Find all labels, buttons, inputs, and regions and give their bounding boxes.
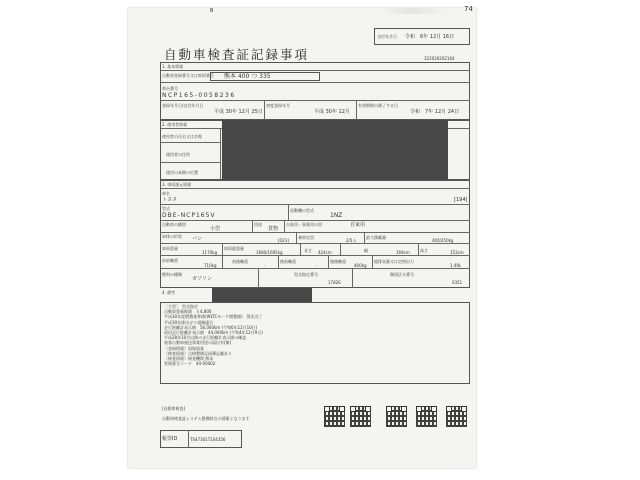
document-number: 322030202164 [424,56,455,61]
use-label: 用途 [254,222,262,227]
mid-front-axle-value: - [264,263,266,268]
length-value: 424cm [318,250,332,255]
qr-code [416,406,437,427]
height-label: 高さ [420,248,428,253]
body-shape-label: 車体の形状 [162,234,182,239]
note-line: （登録情報）国保協業 [164,345,204,351]
note-line: 平成28年10月以降の走行距離計表示値の確認 [164,335,247,341]
max-load-value: 400/250kg [432,238,454,243]
section-basic: 1. 基本情報 [162,64,184,69]
inspection-certificate-sheet [128,5,476,468]
redacted-user-block [222,120,448,180]
expiry-value: 令和 7年 12月 24日 [410,109,460,115]
user-name-label: 使用者の氏名又は名称 [162,134,202,139]
note-line: 平成30年度燃費基準値(WLTCモード燃費値) 算出完了 [164,314,263,320]
form-id-label: 帳票ID [162,436,178,442]
qr-code [386,406,407,427]
gross-weight-value: 1680/1695kg [256,250,283,255]
model-value: DBE-NCP165V [162,212,216,219]
expiry-label: 有効期間の満了する日 [358,103,398,108]
displacement-label: 総排気量又は定格出力 [374,259,414,264]
document-title: 自動車検査証記録事項 [164,47,310,62]
body-shape-code: [023] [278,238,289,243]
footer-section: [自動車検査] [162,406,186,411]
max-load-label: 最大積載量 [366,235,386,240]
note-line: （検査情報）点検整備記録簿記載あり [164,350,232,356]
front-axle-value: 710kg [204,263,217,268]
note-line: 平成30年排出ガス規制適合 [164,319,214,325]
capacity-value: 2/5人 [346,238,357,243]
fuel-value: ガソリン [192,276,213,282]
note-line: 前回走行距離計表示値 44,000km (令和4年12月9日) [164,330,263,336]
fuel-label: 燃料の種類 [162,272,182,277]
weight-label: 車両重量 [162,246,178,251]
height-value: 153cm [450,250,464,255]
maker-label: 車名 [162,191,170,196]
rear-axle-label: 後後軸重 [330,259,346,264]
user-base-label: 使用の本拠の位置 [166,170,198,175]
issue-date-box [374,28,470,45]
maker-code: [194] [454,197,468,203]
weight-value: 1170kg [202,250,218,255]
category-label: 類別区分番号 [390,272,414,277]
issue-date-value: 令和 6年 12月 16日 [405,34,455,40]
engine-value: 1NZ [330,212,343,219]
use-value: 貨物 [268,226,279,232]
maker-value: トヨタ [162,197,178,203]
gross-weight-label: 車両総重量 [224,246,244,251]
width-value: 169cm [396,250,410,255]
model-label: 型式 [162,206,170,211]
purpose-value: 自家用 [350,222,366,228]
purpose-label: 自家用・事業用の別 [286,222,322,227]
displacement-value: 1.49L [450,263,462,268]
capacity-label: 乗車定員 [298,235,314,240]
section-vehicle: 3. 車両諸元情報 [162,182,192,187]
vehicle-type-value: 小型 [210,226,221,232]
vehicle-type-label: 自動車の種別 [162,222,186,227]
user-address-label: 使用者の住所 [166,152,190,157]
note-line: 管理番号コード 44-00402 [164,361,216,367]
mid-front-axle-label: 前後軸重 [232,259,248,264]
section-user: 2. 使用者情報 [162,122,188,127]
rear-axle-value: 460kg [354,263,367,268]
vin-label: 車台番号 [162,86,178,91]
category-value: 0351 [452,280,463,285]
note-line: ［大型］ 型式指定 [164,304,198,309]
note-line: 自動車重量税額 ￥4,800 [164,309,212,315]
first-year-value: 平成 30年 12月 [314,109,350,115]
form-id-value: TS47301T104356 [190,437,226,442]
reg-number-label: 自動車登録番号又は車両番号 [162,73,214,78]
first-year-label: 初度登録年月 [266,103,290,108]
first-reg-value: 平成 30年 12月 25日 [214,109,263,115]
qr-code [350,406,371,427]
vin-value: NCP165-0058236 [162,92,236,99]
reg-number-value: 熊本 400 つ 335 [224,73,271,80]
footer-remark: 自動車検査証システム整備時点の情報となります [162,416,250,421]
engine-label: 原動機の型式 [290,208,314,213]
width-label: 幅 [364,248,368,253]
length-label: 長さ [304,248,312,253]
note-line: （検査情報）検査機関 熊本 [164,356,214,362]
approval-label: 型式指定番号 [294,272,318,277]
notes-list [164,304,263,366]
approval-value: 17826 [328,280,341,285]
rear-front-axle-label: 後前軸重 [280,259,296,264]
first-reg-label: 登録年月日/交付年月日 [162,103,204,108]
qr-code [324,406,345,427]
issue-date-label: 交付年月日 [377,34,397,39]
corner-number: 74 [464,5,473,13]
note-line: 走行距離計表示値 56,000km (令和6年12月10日) [164,324,258,330]
redacted-notes-header [212,288,312,302]
qr-code [446,406,467,427]
note-line: 旅客自動車運送事業用途の届出有(無) [164,340,232,346]
front-axle-label: 前前軸重 [162,258,178,263]
section-notes: 4. 備考 [162,290,176,295]
faded-stamp [378,8,448,14]
top-letter: B [210,8,214,14]
rear-front-axle-value: - [316,263,318,268]
body-shape-value: バン [192,236,203,242]
